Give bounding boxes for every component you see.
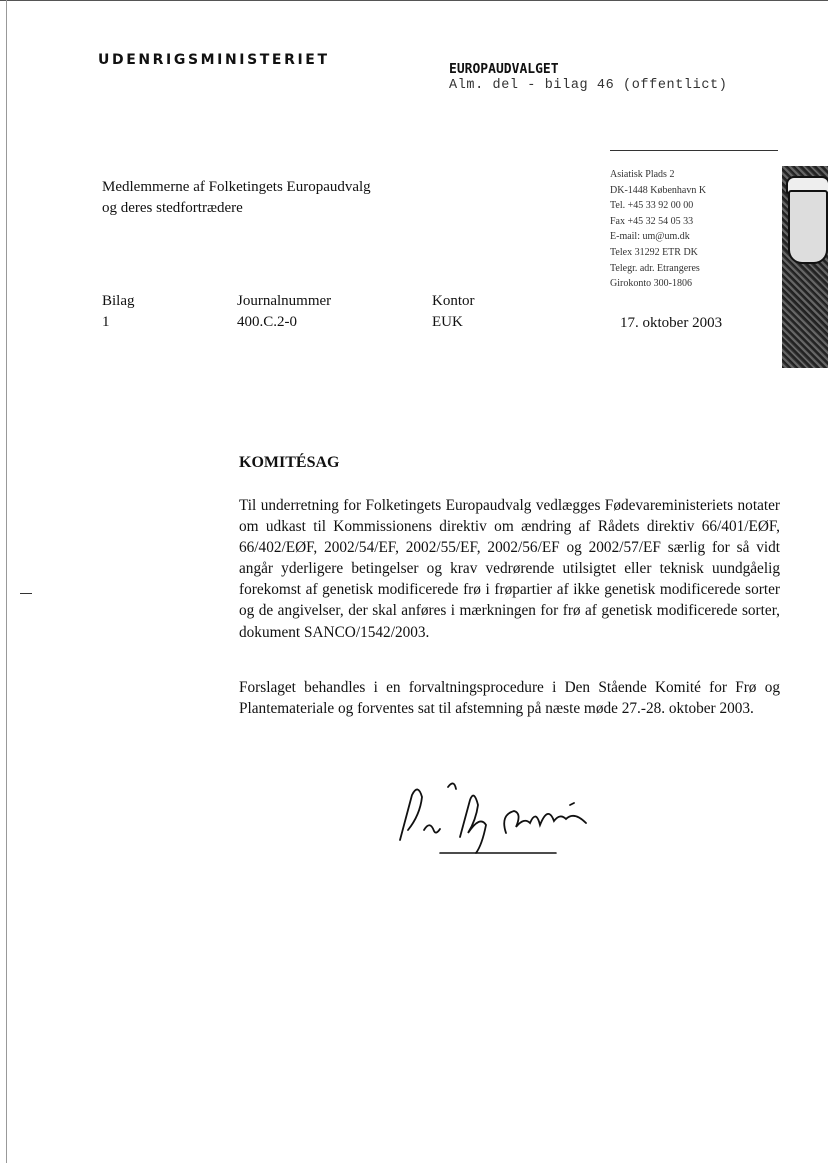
ministry-address-block — [610, 167, 706, 292]
address-line: Telegr. adr. Etrangeres — [610, 262, 700, 274]
address-line: Asiatisk Plads 2 — [610, 169, 675, 180]
left-edge-rule — [6, 0, 7, 1163]
address-line: DK-1448 København K — [610, 184, 707, 196]
address-line: Girokonto 300-1806 — [610, 278, 692, 290]
annex-stamp: Alm. del - bilag 46 (offentlict) — [449, 78, 728, 93]
kontor-value: EUK — [432, 314, 463, 330]
kontor-label: Kontor — [432, 293, 475, 309]
body-paragraph-1: Til underretning for Folketingets Europaudvalg vedlægges Fødevareministeriets notater om udkast til Kommissionens direktiv om ændring af Rådets direktiv 66/401/EØF, 66/402/EØF, 2002/54/EF, 2002/55/EF, 2002/56/EF og 2002/57/EF særlig for så vidt angår yderligere betingelser og krav vedrørende utilsigtet eller teknisk uundgåelig forekomst af genetisk modificerede frø i frøpartier af ikke genetisk modificerede sorter og de angivelser, der skal anføres i mærkningen for frø af genetisk modificerede sorter, dokument SANCO/1542/2003. — [239, 497, 780, 641]
document-title: KOMITÉSAG — [239, 454, 340, 471]
address-line: Fax +45 32 54 05 33 — [610, 215, 694, 227]
address-line: E-mail: um@um.dk — [610, 231, 690, 243]
recipient-block — [102, 177, 371, 219]
recipient-line: og deres stedfortrædere — [102, 200, 243, 216]
address-line: Tel. +45 33 92 00 00 — [610, 200, 694, 212]
committee-stamp: EUROPAUDVALGET — [449, 62, 559, 77]
margin-mark — [20, 593, 32, 594]
top-edge-rule — [0, 0, 828, 1]
address-divider — [610, 150, 778, 151]
address-line: Telex 31292 ETR DK — [610, 246, 698, 258]
bilag-value: 1 — [102, 314, 110, 330]
coat-of-arms-icon — [788, 190, 828, 264]
handwritten-signature — [390, 775, 610, 865]
journal-value: 400.C.2-0 — [237, 314, 297, 330]
body-paragraph-2: Forslaget behandles i en forvaltningsprocedure i Den Stående Komité for Frø og Plantemateriale og forventes sat til afstemning på næste møde 27.-28. oktober 2003. — [239, 679, 780, 718]
recipient-line: Medlemmerne af Folketingets Europaudvalg — [102, 179, 371, 195]
bilag-label: Bilag — [102, 293, 135, 309]
journal-label: Journalnummer — [237, 293, 332, 309]
ministry-name: UDENRIGSMINISTERIET — [98, 52, 330, 68]
document-date: 17. oktober 2003 — [620, 315, 723, 331]
